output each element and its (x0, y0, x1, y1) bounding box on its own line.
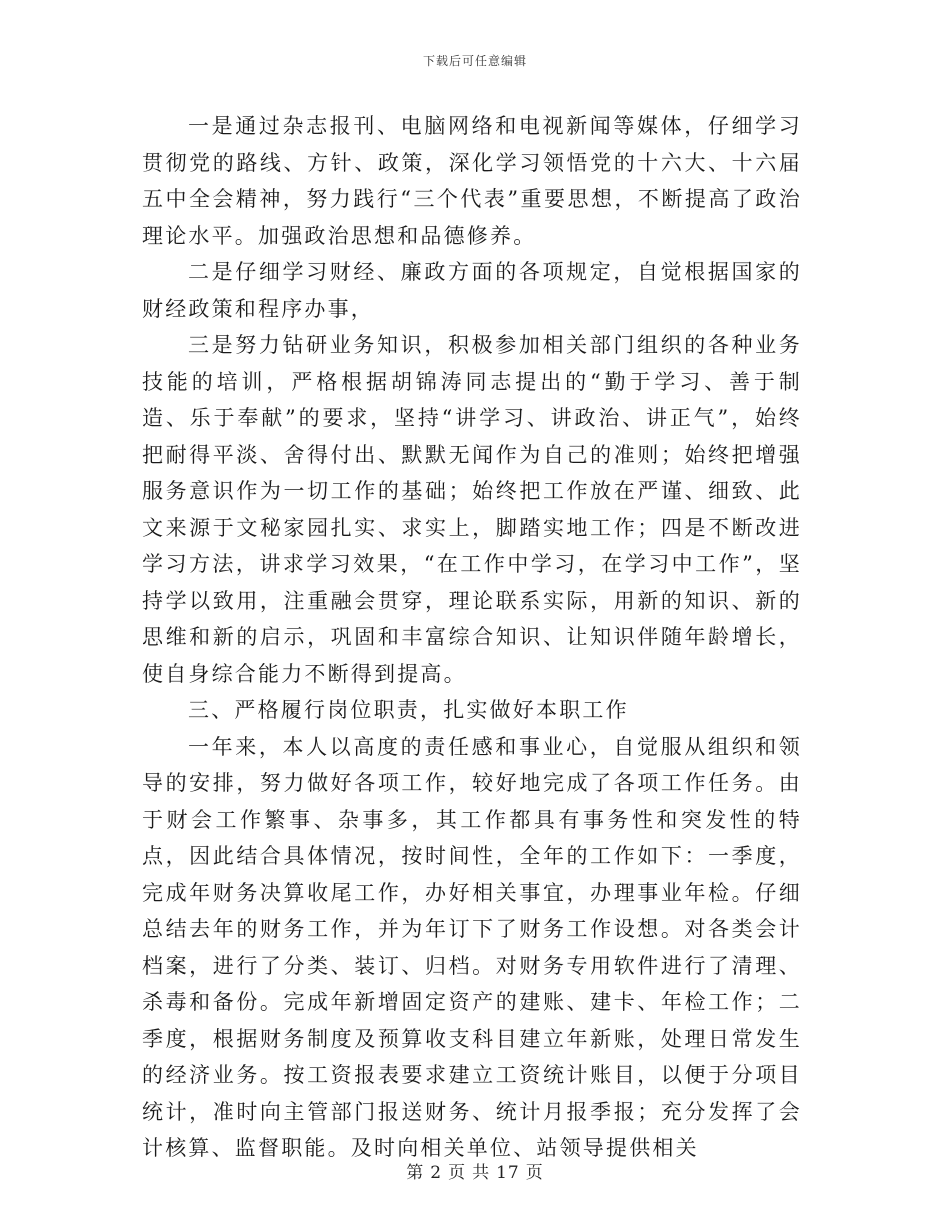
paragraph-annual-work: 一年来，本人以高度的责任感和事业心，自觉服从组织和领导的安排，努力做好各项工作，较好地完成了各项工作任务。由于财会工作繁事、杂事多，其工作都具有事务性和突发性的特点，因此结合具体情况，按时间性，全年的工作如下：一季度，完成年财务决算收尾工作，办好相关事宜，办理事业年检。仔细总结去年的财务工作，并为年订下了财务工作设想。对各类会计档案，进行了分类、装订、归档。对财务专用软件进行了清理、杀毒和备份。完成年新增固定资产的建账、建卡、年检工作；二季度，根据财务制度及预算收支科目建立年新账，处理日常发生的经济业务。按工资报表要求建立工资统计账目，以便于分项目统计，准时向主管部门报送财务、统计月报季报；充分发挥了会计核算、监督职能。及时向相关单位、站领导提供相关 (142, 734, 802, 1160)
footer-page-char: 页 (448, 1163, 467, 1183)
paragraph-study-media: 一是通过杂志报刊、电脑网络和电视新闻等媒体，仔细学习贯彻党的路线、方针、政策，深化学习领悟党的十六大、十六届五中全会精神，努力践行“三个代表”重要思想，不断提高了政治理论水平。加强政治思想和品德修养。 (142, 114, 802, 248)
current-page-number: 2 (430, 1163, 443, 1183)
page-footer (0, 1158, 950, 1183)
page-header: 下载后可任意编辑 (422, 54, 527, 68)
total-page-count: 17 (496, 1163, 520, 1183)
section-heading-duties: 三、严格履行岗位职责，扎实做好本职工作 (188, 698, 629, 722)
paragraph-business-knowledge: 三是努力钻研业务知识，积极参加相关部门组织的各种业务技能的培训，严格根据胡锦涛同志提出的“勤于学习、善于制造、乐于奉献”的要求，坚持“讲学习、讲政治、讲正气”，始终把耐得平淡、舍得付出、默默无闻作为自己的准则；始终把增强服务意识作为一切工作的基础；始终把工作放在严谨、细致、此文来源于文秘家园扎实、求实上，脚踏实地工作；四是不断改进学习方法，讲求学习效果，“在工作中学习，在学习中工作”，坚持学以致用，注重融会贯穿，理论联系实际，用新的知识、新的思维和新的启示，巩固和丰富综合知识、让知识伴随年龄增长，使自身综合能力不断得到提高。 (142, 333, 802, 686)
footer-prefix: 第 (406, 1163, 425, 1183)
footer-total-prefix: 共 (472, 1163, 491, 1183)
footer-suffix: 页 (525, 1163, 544, 1183)
document-body (142, 108, 802, 1167)
paragraph-finance-rules: 二是仔细学习财经、廉政方面的各项规定，自觉根据国家的财经政策和程序办事， (142, 260, 802, 321)
